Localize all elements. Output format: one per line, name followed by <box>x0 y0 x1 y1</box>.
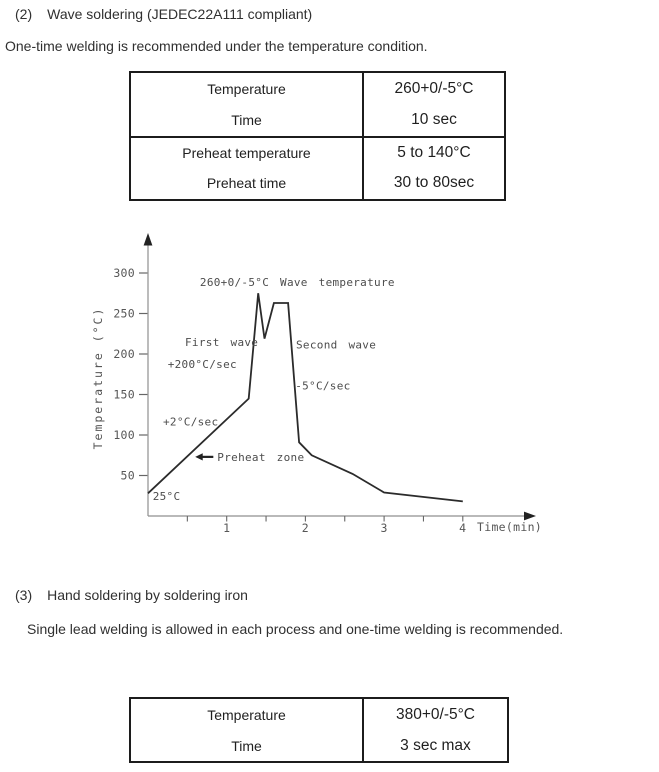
chart-annotation: First wave <box>185 335 259 349</box>
chart-annotation: Preheat zone <box>217 450 305 464</box>
wave-soldering-conditions-table <box>129 71 506 201</box>
x-tick-label: 1 <box>223 521 231 535</box>
y-tick-label: 300 <box>113 266 135 280</box>
section-3-title: Hand soldering by soldering iron <box>47 587 248 603</box>
y-axis-title: Temperature (°C) <box>91 306 105 450</box>
section-2-number: (2) <box>15 6 33 22</box>
preheat-arrow-icon <box>195 453 203 460</box>
wave-temperature-profile-chart <box>80 228 550 538</box>
section-2-heading <box>15 6 312 22</box>
table-cell-label: Time <box>231 112 262 129</box>
table-cell-value: 5 to 140°C <box>362 136 504 168</box>
table-cell-label: Preheat time <box>206 175 287 192</box>
y-tick-label: 50 <box>120 468 135 483</box>
x-tick-label: 3 <box>380 521 388 535</box>
section-3-number: (3) <box>15 587 33 603</box>
table-cell-value: 10 sec <box>362 105 504 137</box>
y-tick-label: 250 <box>113 306 135 321</box>
table-cell-label: Temperature <box>207 706 286 723</box>
y-tick-label: 200 <box>113 347 135 361</box>
x-tick-label: 2 <box>301 521 310 535</box>
y-tick-label: 150 <box>113 387 135 402</box>
section-2-intro: One-time welding is recommended under the temperature condition. <box>5 38 428 54</box>
chart-annotation: 260+0/-5°C Wave temperature <box>199 276 395 289</box>
section-3-heading <box>15 587 248 603</box>
y-axis-arrow-icon <box>144 233 153 246</box>
table-cell-value: 260+0/-5°C <box>362 73 504 105</box>
chart-annotation: -5°C/sec <box>295 379 351 393</box>
table-cell-label: Time <box>231 737 262 754</box>
hand-soldering-conditions-table <box>129 697 509 763</box>
y-tick-label: 100 <box>113 428 135 442</box>
x-axis-title: Time(min) <box>477 520 543 534</box>
table-cell-value: 380+0/-5°C <box>362 699 507 730</box>
table-cell-value: 30 to 80sec <box>362 168 504 200</box>
x-tick-label: 4 <box>459 521 467 535</box>
chart-annotation: 25°C <box>152 489 181 503</box>
table-cell-label: Temperature <box>207 80 286 97</box>
chart-annotation: +2°C/sec <box>163 415 219 429</box>
chart-annotation: Second wave <box>296 338 377 352</box>
section-3-intro: Single lead welding is allowed in each process and one-time welding is recommended. <box>27 621 564 637</box>
temperature-curve <box>148 293 463 501</box>
table-cell-value: 3 sec max <box>362 730 507 761</box>
section-2-title: Wave soldering (JEDEC22A111 compliant) <box>47 6 313 22</box>
chart-annotation: +200°C/sec <box>167 357 237 371</box>
table-cell-label: Preheat temperature <box>131 136 362 168</box>
